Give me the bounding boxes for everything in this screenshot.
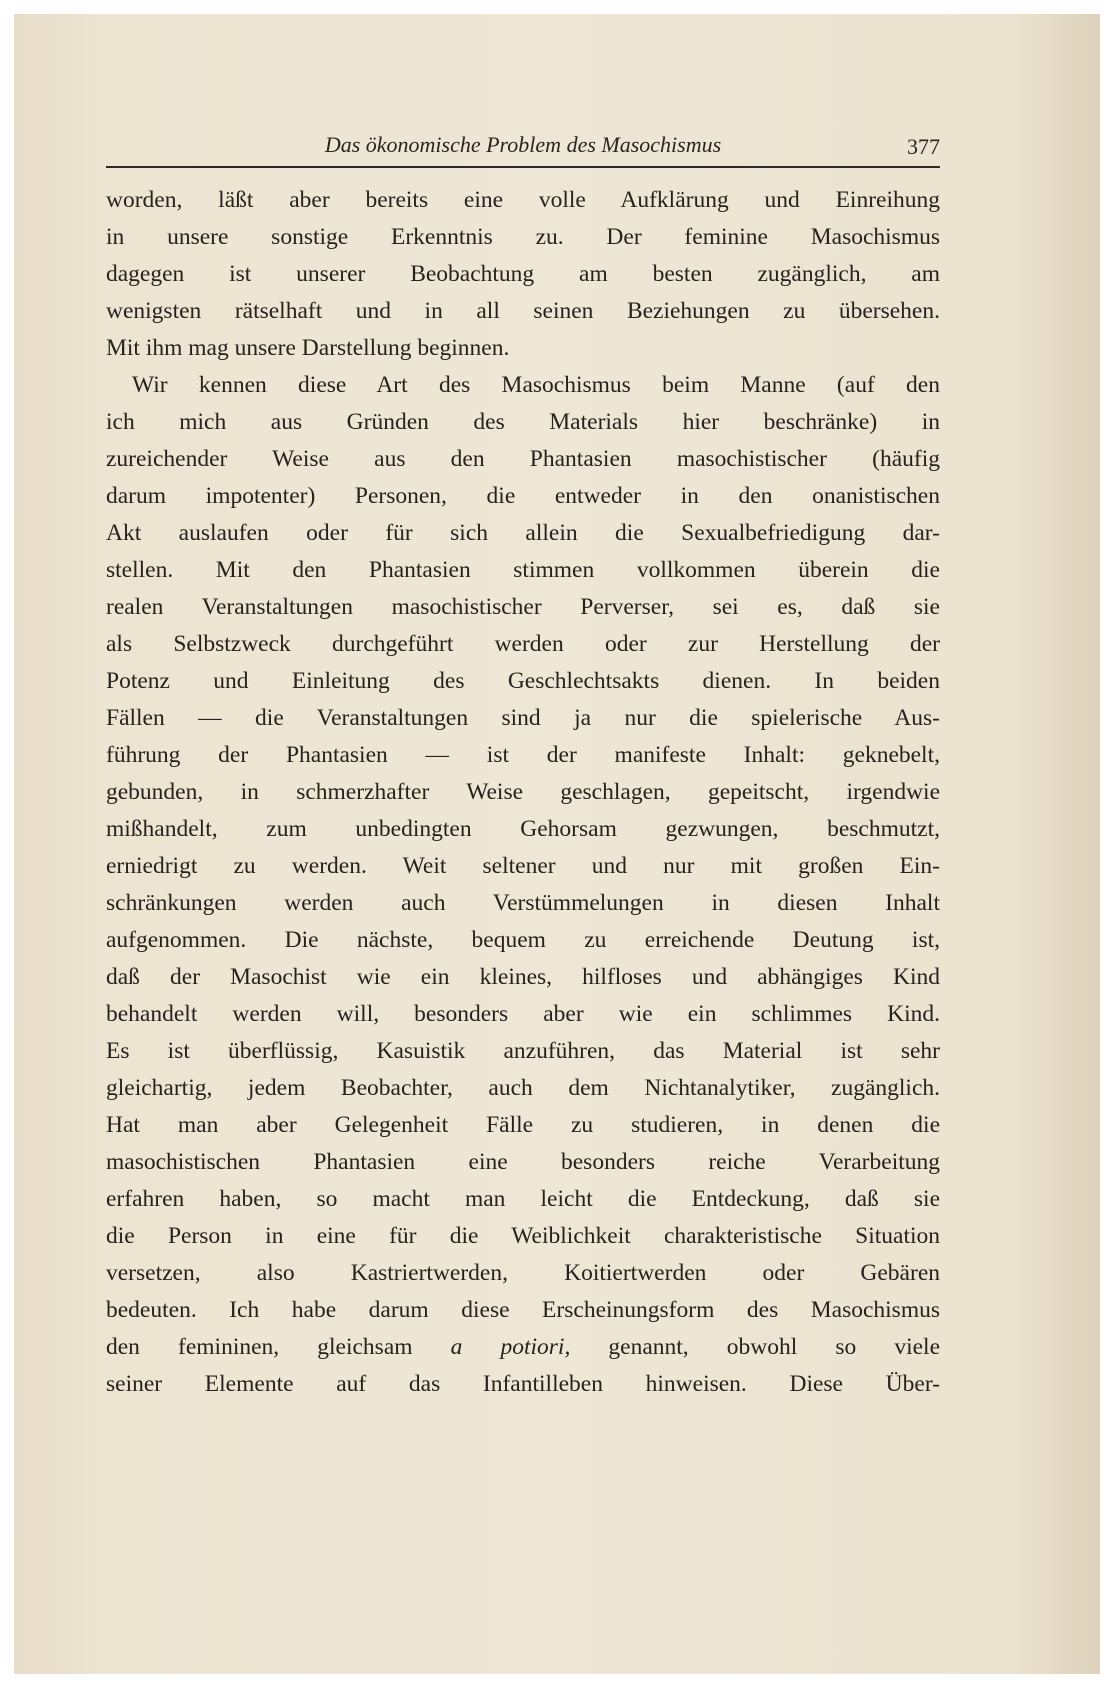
text-line: Hat man aber Gelegenheit Fälle zu studieren, in denen die — [106, 1112, 940, 1138]
text-line: ich mich aus Gründen des Materials hier beschränke) in — [106, 409, 940, 435]
body-text — [106, 182, 940, 1403]
text-line: bedeuten. Ich habe darum diese Erscheinungsform des Masochismus — [106, 1297, 940, 1323]
text-line: zureichender Weise aus den Phantasien masochistischer (häufig — [106, 446, 940, 472]
text-line: daß der Masochist wie ein kleines, hilfloses und abhängiges Kind — [106, 964, 940, 990]
text-line: seiner Elemente auf das Infantilleben hinweisen. Diese Über- — [106, 1371, 940, 1397]
page-header — [106, 126, 940, 166]
text-line: versetzen, also Kastriertwerden, Koitiertwerden oder Gebären — [106, 1260, 940, 1286]
text-line: behandelt werden will, besonders aber wie ein schlimmes Kind. — [106, 1001, 940, 1027]
text-line: Mit ihm mag unsere Darstellung beginnen. — [106, 335, 510, 361]
text-line: führung der Phantasien — ist der manifeste Inhalt: geknebelt, — [106, 742, 940, 768]
text-line: aufgenommen. Die nächste, bequem zu erreichende Deutung ist, — [106, 927, 940, 953]
text-line: realen Veranstaltungen masochistischer Perverser, sei es, daß sie — [106, 594, 940, 620]
text-line: worden, läßt aber bereits eine volle Aufklärung und Einreihung — [106, 187, 940, 213]
text-line: schränkungen werden auch Verstümmelungen in diesen Inhalt — [106, 890, 940, 916]
header-rule — [106, 166, 940, 168]
text-line: erniedrigt zu werden. Weit seltener und nur mit großen Ein- — [106, 853, 940, 879]
text-line: stellen. Mit den Phantasien stimmen vollkommen überein die — [106, 557, 940, 583]
book-page — [14, 14, 1100, 1674]
text-line: Potenz und Einleitung des Geschlechtsakts dienen. In beiden — [106, 668, 940, 694]
text-line: die Person in eine für die Weiblichkeit charakteristische Situation — [106, 1223, 940, 1249]
text-line: als Selbstzweck durchgeführt werden oder zur Herstellung der — [106, 631, 940, 657]
text-line: Wir kennen diese Art des Masochismus beim Manne (auf den — [132, 372, 940, 398]
text-line: dagegen ist unserer Beobachtung am besten zugänglich, am — [106, 261, 940, 287]
text-line: gebunden, in schmerzhafter Weise geschlagen, gepeitscht, irgendwie — [106, 779, 940, 805]
text-line: Es ist überflüssig, Kasuistik anzuführen, das Material ist sehr — [106, 1038, 940, 1064]
italic-phrase: a potiori, — [450, 1334, 571, 1360]
page-number: 377 — [907, 134, 940, 159]
text-line: darum impotenter) Personen, die entweder in den onanistischen — [106, 483, 940, 509]
text-line: wenigsten rätselhaft und in all seinen Beziehungen zu übersehen. — [106, 298, 940, 324]
text-line — [106, 1329, 940, 1366]
text-line: mißhandelt, zum unbedingten Gehorsam gezwungen, beschmutzt, — [106, 816, 940, 842]
text-line: in unsere sonstige Erkenntnis zu. Der feminine Masochismus — [106, 224, 940, 250]
text-line: erfahren haben, so macht man leicht die Entdeckung, daß sie — [106, 1186, 940, 1212]
text-line: Akt auslaufen oder für sich allein die Sexualbefriedigung dar- — [106, 520, 940, 546]
text-segment: genannt, obwohl so viele — [608, 1334, 941, 1360]
text-line: Fällen — die Veranstaltungen sind ja nur die spielerische Aus- — [106, 705, 940, 731]
running-title: Das ökonomische Problem des Masochismus — [324, 132, 722, 157]
text-segment: den femininen, gleichsam — [106, 1334, 413, 1360]
text-line: masochistischen Phantasien eine besonders reiche Verarbeitung — [106, 1149, 940, 1175]
text-line: gleichartig, jedem Beobachter, auch dem Nichtanalytiker, zugänglich. — [106, 1075, 940, 1101]
